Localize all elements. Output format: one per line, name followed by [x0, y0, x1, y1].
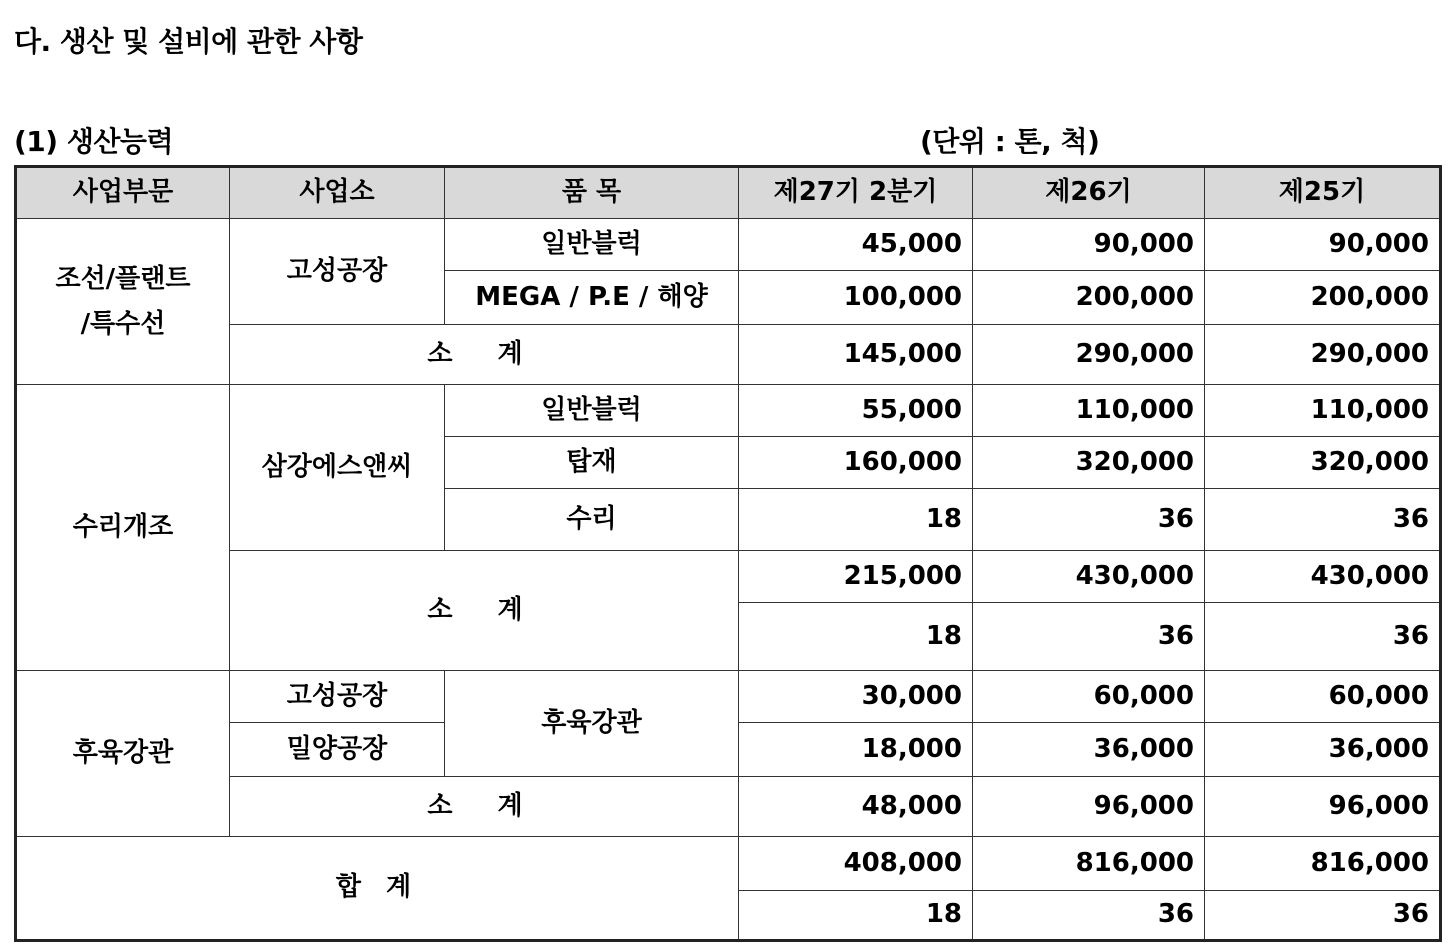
value-cell: 36	[1205, 891, 1441, 941]
sub-title: (1) 생산능력	[14, 125, 174, 158]
value-cell: 320,000	[1205, 437, 1441, 489]
header-site: 사업소	[230, 167, 445, 219]
value-cell: 18,000	[739, 723, 973, 777]
value-cell: 45,000	[739, 219, 973, 271]
value-cell: 96,000	[1205, 777, 1441, 837]
item-cell: 일반블럭	[445, 219, 739, 271]
value-cell: 36,000	[1205, 723, 1441, 777]
value-cell: 60,000	[1205, 671, 1441, 723]
value-cell: 36	[973, 489, 1205, 551]
header-period-26: 제26기	[973, 167, 1205, 219]
value-cell: 816,000	[1205, 837, 1441, 891]
value-cell: 816,000	[973, 837, 1205, 891]
division-cell: 후육강관	[16, 671, 230, 837]
value-cell: 100,000	[739, 271, 973, 325]
table-row	[16, 219, 1441, 271]
value-cell: 36	[1205, 603, 1441, 671]
value-cell: 320,000	[973, 437, 1205, 489]
value-cell: 18	[739, 489, 973, 551]
value-cell: 430,000	[973, 551, 1205, 603]
value-cell: 36	[1205, 489, 1441, 551]
subtotal-row	[16, 777, 1441, 837]
division-cell: 조선/플랜트 /특수선	[16, 219, 230, 385]
value-cell: 160,000	[739, 437, 973, 489]
value-cell: 290,000	[1205, 325, 1441, 385]
value-cell: 60,000	[973, 671, 1205, 723]
site-cell: 밀양공장	[230, 723, 445, 777]
value-cell: 145,000	[739, 325, 973, 385]
value-cell: 30,000	[739, 671, 973, 723]
value-cell: 200,000	[973, 271, 1205, 325]
subtotal-label-text: 소 계	[427, 338, 541, 369]
item-cell: 일반블럭	[445, 385, 739, 437]
table-row	[16, 385, 1441, 437]
site-cell: 삼강에스앤씨	[230, 385, 445, 551]
total-label-text: 합 계	[335, 872, 420, 903]
item-cell: 후육강관	[445, 671, 739, 777]
value-cell: 430,000	[1205, 551, 1441, 603]
header-item: 품 목	[445, 167, 739, 219]
value-cell: 96,000	[973, 777, 1205, 837]
value-cell: 110,000	[1205, 385, 1441, 437]
site-cell: 고성공장	[230, 219, 445, 325]
production-capacity-table	[14, 165, 1442, 942]
site-cell: 고성공장	[230, 671, 445, 723]
total-row	[16, 837, 1441, 891]
item-cell: 수리	[445, 489, 739, 551]
value-cell: 36	[973, 603, 1205, 671]
value-cell: 110,000	[973, 385, 1205, 437]
unit-note: (단위 : 톤, 척)	[920, 125, 1100, 158]
subtotal-label-text: 소 계	[427, 594, 541, 625]
value-cell: 36,000	[973, 723, 1205, 777]
division-cell: 수리개조	[16, 385, 230, 671]
value-cell: 18	[739, 603, 973, 671]
header-row	[16, 167, 1441, 219]
section-title: 다. 생산 및 설비에 관한 사항	[14, 25, 363, 58]
value-cell: 90,000	[973, 219, 1205, 271]
subtotal-row	[16, 325, 1441, 385]
item-cell: MEGA / P.E / 해양	[445, 271, 739, 325]
header-period-27q2: 제27기 2분기	[739, 167, 973, 219]
value-cell: 90,000	[1205, 219, 1441, 271]
value-cell: 215,000	[739, 551, 973, 603]
value-cell: 290,000	[973, 325, 1205, 385]
header-period-25: 제25기	[1205, 167, 1441, 219]
value-cell: 48,000	[739, 777, 973, 837]
table-row	[16, 671, 1441, 723]
subtotal-label	[230, 777, 739, 837]
subtotal-label-text: 소 계	[427, 790, 541, 821]
value-cell: 18	[739, 891, 973, 941]
value-cell: 55,000	[739, 385, 973, 437]
total-label	[16, 837, 739, 941]
value-cell: 408,000	[739, 837, 973, 891]
subtotal-label	[230, 551, 739, 671]
value-cell: 200,000	[1205, 271, 1441, 325]
subtotal-label	[230, 325, 739, 385]
value-cell: 36	[973, 891, 1205, 941]
header-division: 사업부문	[16, 167, 230, 219]
item-cell: 탑재	[445, 437, 739, 489]
subtotal-row	[16, 551, 1441, 603]
